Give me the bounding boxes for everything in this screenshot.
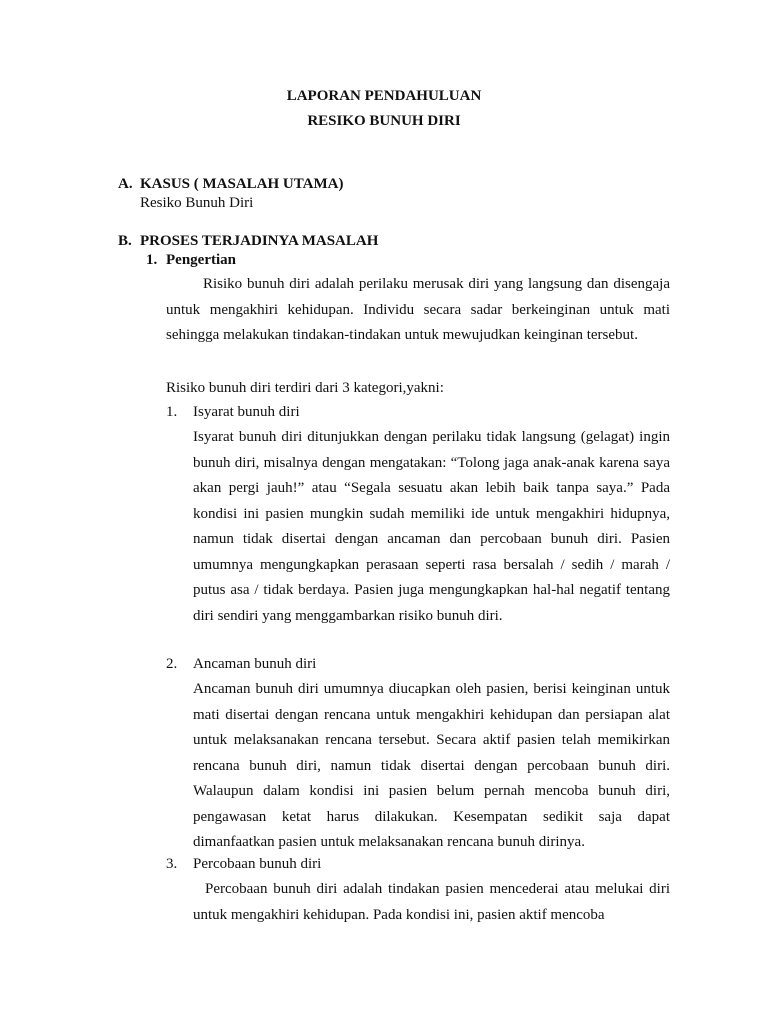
list-item-1-text: Isyarat bunuh diri ditunjukkan dengan perilaku tidak langsung (gelagat) ingin bunuh diri, misalnya dengan mengatakan: “Tolong jaga anak-anak karena saya akan pergi jauh!” atau “Segala sesuatu akan lebih baik tanpa saya.” Pada kondisi ini pasien mungkin sudah memiliki ide untuk mengakhiri hidupnya, namun tidak disertai dengan ancaman dan percobaan bunuh diri. Pasien umumnya mengungkapkan perasaan seperti rasa bersalah / sedih / marah / putus asa / tidak berdaya. Pasien juga mengungkapkan hal-hal negatif tentang diri sendiri yang menggambarkan risiko bunuh diri. <box>193 429 670 624</box>
list-item-3-label <box>166 856 321 873</box>
subsection-1-heading <box>146 252 236 269</box>
list-item-3-title: Percobaan bunuh diri <box>193 856 322 872</box>
subsection-1-title: Pengertian <box>166 252 236 268</box>
list-item-2-text: Ancaman bunuh diri umumnya diucapkan oleh pasien, berisi keinginan untuk mati disertai dengan rencana untuk mengakhiri kehidupan dan persiapan alat untuk melaksanakan rencana tersebut. Secara aktif pasien telah memikirkan rencana bunuh diri, namun tidak disertai dengan percobaan bunuh diri. Walaupun dalam kondisi ini pasien belum pernah mencoba bunuh diri, pengawasan ketat harus dilakukan. Kesempatan sedikit saja dapat dimanfaatkan pasien untuk melaksanakan rencana bunuh dirinya. <box>193 681 670 850</box>
section-a-title: KASUS ( MASALAH UTAMA) <box>140 176 344 192</box>
list-item-2-title: Ancaman bunuh diri <box>193 656 317 672</box>
list-item-3-text: Percobaan bunuh diri adalah tindakan pasien mencederai atau melukai diri untuk mengakhiri kehidupan. Pada kondisi ini, pasien aktif mencoba <box>193 881 670 923</box>
list-item-2-number: 2. <box>166 656 178 672</box>
document-subtitle: RESIKO BUNUH DIRI <box>307 113 461 129</box>
subsection-1-number: 1. <box>146 252 158 268</box>
section-b-letter: B. <box>118 233 132 249</box>
list-item-1-label <box>166 404 300 421</box>
section-a-body: Resiko Bunuh Diri <box>140 195 254 211</box>
categories-intro: Risiko bunuh diri terdiri dari 3 kategori,yakni: <box>166 380 444 396</box>
section-a-heading <box>118 176 343 193</box>
list-item-1-number: 1. <box>166 404 178 420</box>
section-b-heading <box>118 233 378 250</box>
document-title: LAPORAN PENDAHULUAN <box>286 88 482 104</box>
definition-paragraph: Risiko bunuh diri adalah perilaku merusak diri yang langsung dan disengaja untuk mengakhiri kehidupan. Individu secara sadar berkeinginan untuk mati sehingga melakukan tindakan-tindakan untuk mewujudkan keinginan tersebut. <box>166 276 670 343</box>
section-a-letter: A. <box>118 176 133 192</box>
list-item-2-label <box>166 656 316 673</box>
list-item-1-title: Isyarat bunuh diri <box>193 404 300 420</box>
section-b-title: PROSES TERJADINYA MASALAH <box>140 233 379 249</box>
list-item-3-number: 3. <box>166 856 178 872</box>
